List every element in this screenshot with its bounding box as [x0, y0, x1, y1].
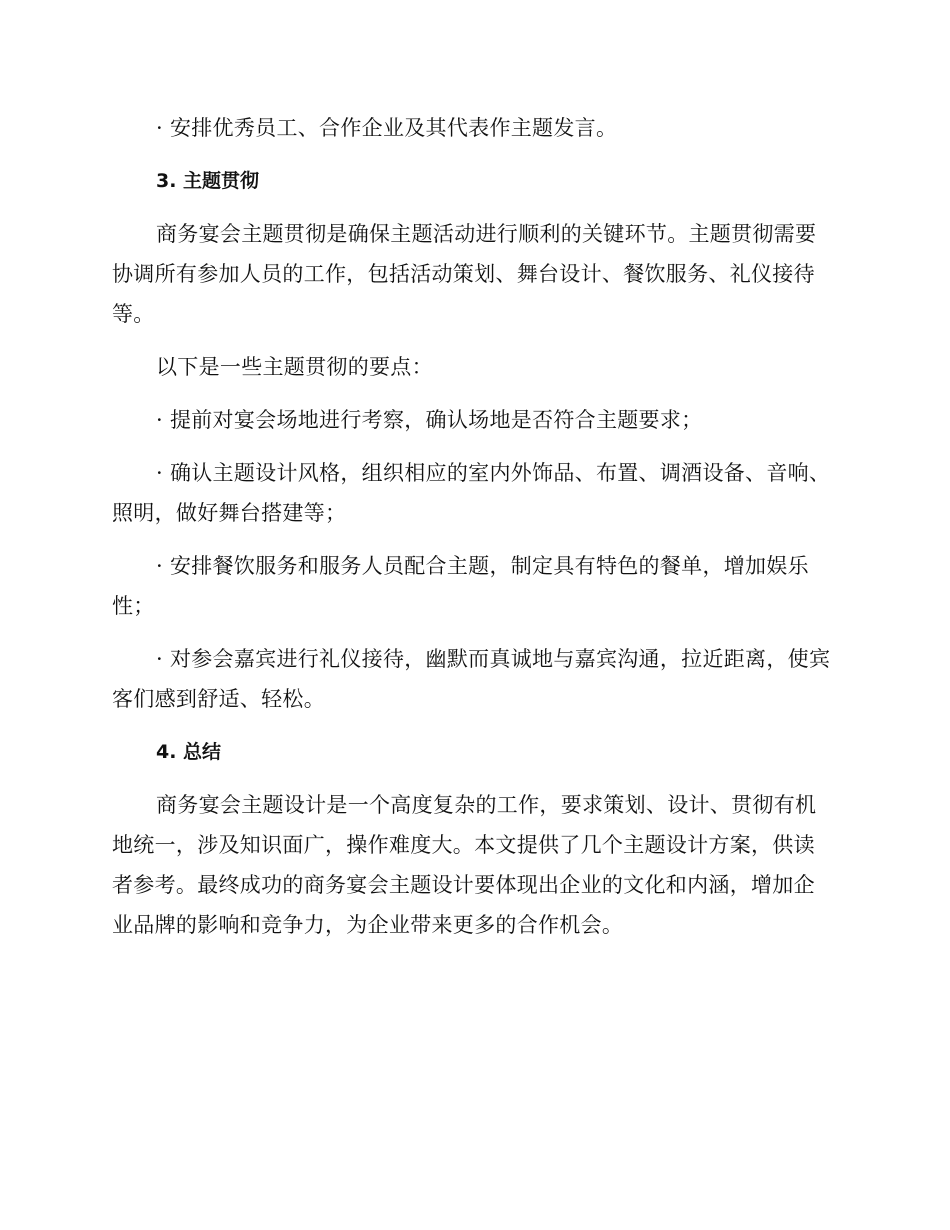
document-body — [112, 108, 834, 958]
section3-bullet-4: · 对参会嘉宾进行礼仪接待，幽默而真诚地与嘉宾沟通，拉近距离，使宾客们感到舒适、轻松。 — [112, 647, 831, 711]
section4-paragraph-1: 商务宴会主题设计是一个高度复杂的工作，要求策划、设计、贯彻有机地统一，涉及知识面广，操作难度大。本文提供了几个主题设计方案，供读者参考。最终成功的商务宴会主题设计要体现出企业的文化和内涵，增加企业品牌的影响和竞争力，为企业带来更多的合作机会。 — [112, 793, 817, 937]
section-heading-3: 3. 主题贯彻 — [156, 170, 260, 192]
section3-paragraph-1: 商务宴会主题贯彻是确保主题活动进行顺利的关键环节。主题贯彻需要协调所有参加人员的工作，包括活动策划、舞台设计、餐饮服务、礼仪接待等。 — [112, 222, 817, 326]
section-heading-4: 4. 总结 — [156, 741, 222, 763]
section3-bullet-3: · 安排餐饮服务和服务人员配合主题，制定具有特色的餐单，增加娱乐性； — [112, 554, 809, 618]
section3-paragraph-2: 以下是一些主题贯彻的要点： — [156, 355, 433, 379]
section3-bullet-2: · 确认主题设计风格，组织相应的室内外饰品、布置、调酒设备、音响、照明，做好舞台搭建等； — [112, 461, 831, 525]
section3-bullet-1: · 提前对宴会场地进行考察，确认场地是否符合主题要求； — [156, 408, 703, 432]
bullet-speakers: · 安排优秀员工、合作企业及其代表作主题发言。 — [156, 116, 618, 140]
